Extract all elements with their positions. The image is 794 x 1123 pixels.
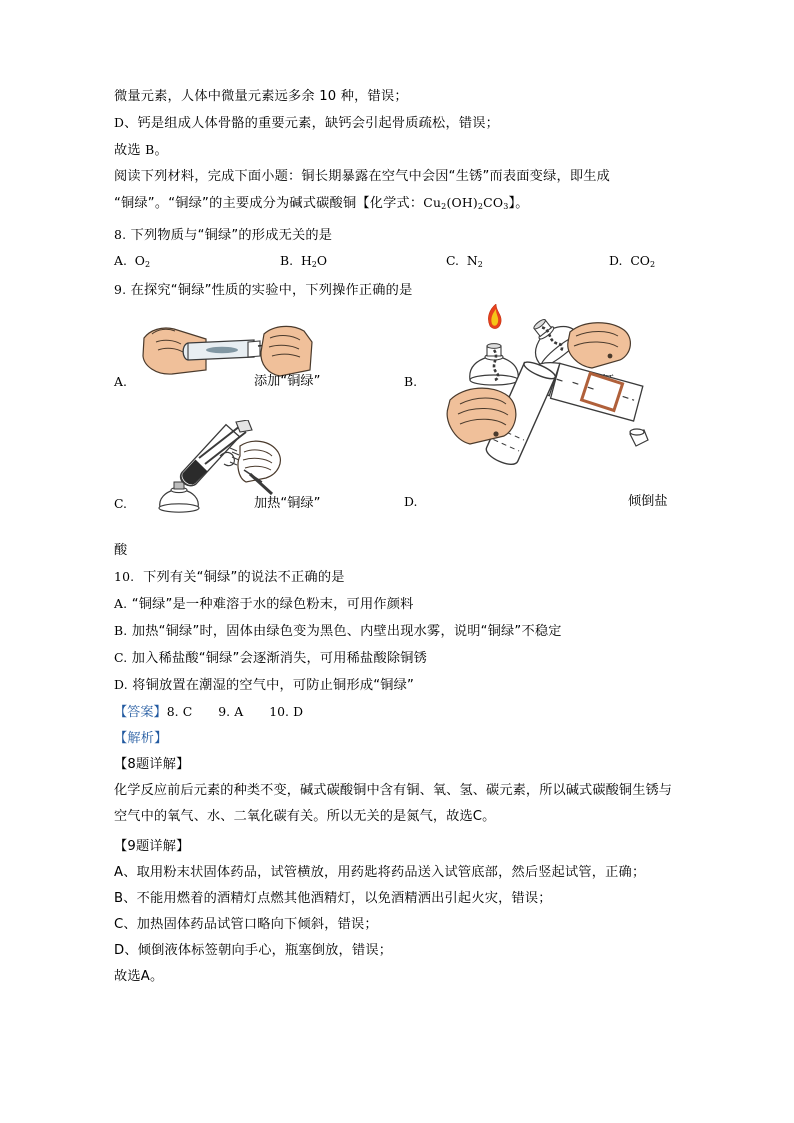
analysis-conclusion-9 xyxy=(114,964,682,990)
paragraph-line xyxy=(114,137,682,164)
answers-label: 【答案】 xyxy=(114,705,167,721)
question-9-stem xyxy=(114,277,682,304)
answer-item: 8. xyxy=(166,704,179,720)
question-9-figures xyxy=(114,304,682,554)
option-c[interactable] xyxy=(446,253,483,269)
option-letter: A. xyxy=(114,253,127,269)
option-subscript: 2 xyxy=(477,260,483,270)
option-text: “铜绿”是一种难溶于水的绿色粉末，可用作颜料 xyxy=(131,597,414,613)
question-10-option-c[interactable] xyxy=(114,645,682,672)
answer-item: 10. xyxy=(269,704,289,720)
formula-part: Cu xyxy=(423,195,442,210)
option-d-caption: 倾倒盐 xyxy=(628,494,668,510)
text-run: 酸 xyxy=(114,543,128,559)
paragraph-line xyxy=(114,110,682,137)
option-text: 将铜放置在潮湿的空气中，可防止铜形成“铜绿” xyxy=(132,678,415,694)
option-letter: C. xyxy=(114,650,128,666)
option-b-letter: B. xyxy=(404,374,418,390)
option-text-tail: O xyxy=(316,253,328,269)
option-a-figure-cell[interactable] xyxy=(114,312,398,412)
question-number: 10. xyxy=(114,569,135,585)
question-10-stem xyxy=(114,564,682,591)
text-run: 、钙是组成人体骨骼的重要元素，缺钙会引起骨质疏松，错误； xyxy=(124,116,499,131)
option-d[interactable] xyxy=(609,253,655,269)
analysis-paragraph-9b xyxy=(114,886,682,912)
text-run: 故选A。 xyxy=(114,969,164,985)
option-letter: D. xyxy=(114,677,128,693)
paragraph-line xyxy=(114,84,682,110)
answer-item: 9. xyxy=(218,704,231,720)
question-8-options xyxy=(114,253,682,277)
analysis-section-title-8 xyxy=(114,752,682,778)
option-text: 加热“铜绿”时，固体由绿色变为黑色、内壁出现水雾，说明“铜绿”不稳定 xyxy=(131,624,562,640)
analysis-paragraph-9a xyxy=(114,860,682,886)
option-subscript: 2 xyxy=(649,260,656,270)
document-content xyxy=(114,84,682,990)
option-a-letter: A. xyxy=(114,374,127,390)
text-run: 微量元素，人体中微量元素远多余 10 种，错误； xyxy=(114,89,408,104)
analysis-paragraph-8 xyxy=(114,778,682,830)
analysis-paragraph-9c xyxy=(114,912,682,938)
text-run: 下列物质与“铜绿”的形成无关的是 xyxy=(130,228,333,244)
text-run: 化学反应前后元素的种类不变，碱式碳酸铜中含有铜、氧、氢、碳元素，所以碱式碳酸铜生锈与空气中的氧气、水、二氧化碳有关。所以无关的是氮气，故选C。 xyxy=(114,783,673,825)
option-letter-d: D xyxy=(114,115,125,130)
question-10-option-d[interactable] xyxy=(114,672,682,699)
question-8-stem xyxy=(114,222,682,249)
analysis-paragraph-9d xyxy=(114,938,682,964)
text-run: 故选 xyxy=(114,143,146,158)
option-c-caption: 加热“铜绿” xyxy=(254,496,321,512)
option-text: 加入稀盐酸“铜绿”会逐渐消失，可用稀盐酸除铜锈 xyxy=(131,651,427,667)
text-run: B、不能用燃着的酒精灯点燃其他酒精灯，以免酒精洒出引起火灾，错误； xyxy=(114,891,552,907)
answer-value: C xyxy=(182,704,193,720)
analysis-label xyxy=(114,726,682,752)
text-run: 【9题详解】 xyxy=(114,839,190,855)
formula-subscript: 3 xyxy=(503,202,509,212)
option-letter: B. xyxy=(280,253,294,269)
option-letter: D. xyxy=(609,253,623,269)
option-text: O xyxy=(134,253,145,269)
question-number: 8. xyxy=(114,227,127,243)
option-subscript: 2 xyxy=(311,260,317,270)
option-a-caption: 添加“铜绿” xyxy=(254,374,321,390)
option-letter: A. xyxy=(114,596,128,612)
text-run: C、加热固体药品试管口略向下倾斜，错误； xyxy=(114,917,378,933)
text-run: 【8题详解】 xyxy=(114,757,190,773)
question-10-option-a[interactable] xyxy=(114,591,682,618)
option-d-figure-cell[interactable] xyxy=(404,400,682,530)
text-run: 下列有关“铜绿”的说法不正确的是 xyxy=(143,570,345,586)
answer-letter: B xyxy=(145,142,155,157)
question-10-option-b[interactable] xyxy=(114,618,682,645)
option-d-letter: D. xyxy=(404,494,418,510)
formula-part: (OH) xyxy=(446,195,478,210)
formula-subscript: 2 xyxy=(477,202,484,212)
formula-part: CO xyxy=(483,195,504,210)
text-run: “铜绿”。“铜绿”的主要成分为碱式碳酸铜【化学式： xyxy=(114,196,424,211)
text-run: 】。 xyxy=(508,196,529,211)
passage-line-formula xyxy=(114,190,682,220)
text-run: A、取用粉末状固体药品，试管横放，用药匙将药品送入试管底部，然后竖起试管，正确； xyxy=(114,865,646,881)
option-a[interactable] xyxy=(114,253,150,269)
option-text: H xyxy=(300,253,312,269)
option-text: N xyxy=(466,253,478,269)
passage-line xyxy=(114,164,682,190)
option-c-letter: C. xyxy=(114,496,127,512)
text-run: 。 xyxy=(154,143,168,158)
option-text: CO xyxy=(630,253,650,269)
answer-value: A xyxy=(234,704,244,720)
option-subscript: 2 xyxy=(144,260,151,270)
chemical-formula xyxy=(423,195,508,210)
answer-value: D xyxy=(293,704,304,720)
option-b[interactable] xyxy=(280,253,327,269)
analysis-label-text: 【解析】 xyxy=(114,731,168,747)
pouring-liquid-into-test-tube-illustration xyxy=(434,316,654,476)
question-number: 9. xyxy=(114,282,127,298)
formula-subscript: 2 xyxy=(441,202,447,212)
text-run: D、倾倒液体标签朝向手心，瓶塞倒放，错误； xyxy=(114,943,393,959)
option-letter: B. xyxy=(114,623,128,639)
text-run: 在探究“铜绿”性质的实验中，下列操作正确的是 xyxy=(130,283,413,299)
answers-row xyxy=(114,699,682,726)
analysis-section-title-9 xyxy=(114,834,682,860)
text-run: 阅读下列材料，完成下面小题：铜长期暴露在空气中会因“生锈”而表面变绿，即生成 xyxy=(114,169,611,184)
option-letter: C. xyxy=(446,253,459,269)
option-c-figure-cell[interactable] xyxy=(114,420,398,530)
